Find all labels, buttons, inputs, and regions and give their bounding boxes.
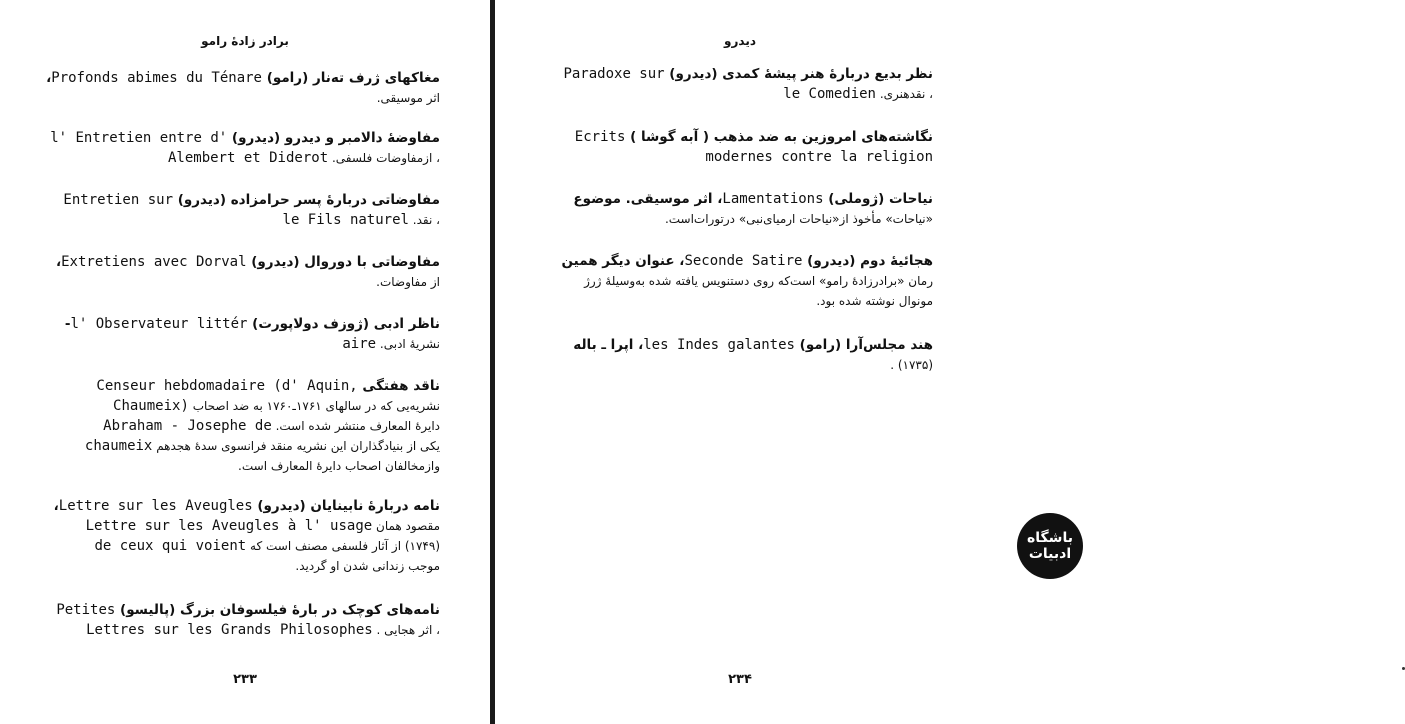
glossary-entry xyxy=(52,600,440,640)
latin-title: Alembert et Diderot xyxy=(167,150,329,166)
page-number: ۲۳۳ xyxy=(233,672,257,687)
trailing-text: - xyxy=(64,316,71,332)
glossary-entry xyxy=(52,128,440,168)
persian-text: ، نقدهنری. xyxy=(879,87,933,101)
entry-description-line xyxy=(553,209,933,229)
entry-title-line xyxy=(52,600,440,620)
entry-description-line xyxy=(52,536,440,556)
trailing-text: ، عنوان دیگر همین xyxy=(561,253,685,269)
latin-title: le Comedien xyxy=(783,86,876,102)
persian-text: هند مجلس‌آرا (رامو) xyxy=(799,337,933,353)
persian-text: نامه‌های کوچک در بارۀ فیلسوفان بزرگ (پالیسو) xyxy=(120,602,440,618)
glossary-entry xyxy=(553,251,933,311)
entry-description-line xyxy=(52,272,440,292)
latin-title: les Indes galantes xyxy=(643,337,795,353)
persian-text: از مفاوضات. xyxy=(376,275,440,289)
entry-description-line xyxy=(553,355,933,375)
entry-description-line xyxy=(553,84,933,104)
latin-title: de ceux qui voient xyxy=(94,538,247,554)
persian-text: اثر موسیقی. xyxy=(376,91,440,105)
persian-text: مقصود همان xyxy=(376,519,440,533)
persian-text: رمان «برادرزادۀ رامو» است‌که روی دستنویس یافته شده به‌وسیلۀ ژرژ xyxy=(584,274,933,288)
glossary-entry xyxy=(553,189,933,229)
entry-title-line xyxy=(52,252,440,272)
latin-title: Lettre sur les Aveugles xyxy=(58,498,253,514)
persian-text: نشریه‌یی که در سالهای ۱۷۶۱ـ۱۷۶۰ به ضد اصحاب xyxy=(192,399,440,413)
entry-title-line xyxy=(52,314,440,334)
persian-text: ، ازمفاوضات فلسفی. xyxy=(331,151,440,165)
persian-text: ، نقد. xyxy=(412,213,440,227)
latin-title: Chaumeix) xyxy=(113,398,189,414)
persian-text: ، اثر هجایی . xyxy=(376,623,440,637)
entry-title-line xyxy=(553,335,933,355)
persian-text: ناظر ادبی (ژوزف دولاپورت) xyxy=(252,316,440,332)
latin-title: l' Observateur littér xyxy=(70,316,248,332)
persian-text: مونوال نوشته شده بود. xyxy=(816,294,933,308)
persian-text: نیاحات (ژوملی) xyxy=(828,191,933,207)
glossary-entry xyxy=(553,127,933,167)
latin-title: Lettres sur les Grands Philosophes xyxy=(86,622,373,638)
entry-description-line xyxy=(52,88,440,108)
trailing-text: ، xyxy=(53,498,59,514)
entry-description-line xyxy=(52,148,440,168)
left-page xyxy=(0,0,490,724)
persian-text: ناقد هفتگی xyxy=(362,378,440,394)
persian-text: هجائیۀ دوم (دیدرو) xyxy=(807,253,933,269)
latin-title: Profonds abimes du Ténare xyxy=(51,70,262,86)
persian-text: نشریۀ ادبی. xyxy=(379,337,440,351)
persian-text: نگاشته‌های امروزین به ضد مذهب ( آبه گوشا ) xyxy=(630,129,933,145)
entry-title-line xyxy=(553,64,933,84)
latin-title: l' Entretien entre d' xyxy=(50,130,228,146)
entry-description-line xyxy=(52,210,440,230)
logo-seal: باشگاه ادبیات xyxy=(1017,513,1083,579)
entry-title-line xyxy=(52,190,440,210)
glossary-entry xyxy=(52,496,440,576)
persian-text: مغاکهای ژرف ته‌نار (رامو) xyxy=(266,70,440,86)
entry-title-line xyxy=(52,128,440,148)
latin-title: le Fils naturel xyxy=(282,212,409,228)
latin-title: Seconde Satire xyxy=(684,253,803,269)
entry-description-line xyxy=(52,456,440,476)
latin-title: Petites xyxy=(56,602,116,618)
running-header: دیدرو xyxy=(724,34,756,48)
trailing-text: ، xyxy=(55,254,62,270)
glossary-entry xyxy=(52,314,440,354)
persian-text: مفاوضاتی با دوروال (دیدرو) xyxy=(251,254,440,270)
latin-title: Abraham - Josephe de xyxy=(103,418,272,434)
latin-title: Entretien sur xyxy=(63,192,173,208)
entry-title-line xyxy=(46,68,440,88)
glossary-entry xyxy=(46,68,440,108)
persian-text: (۱۷۳۵) . xyxy=(890,358,933,372)
entry-description-line xyxy=(553,147,933,167)
latin-title: chaumeix xyxy=(84,438,153,454)
latin-title: Censeur hebdomadaire (d' Aquin, xyxy=(96,378,358,394)
trailing-text: ، xyxy=(46,70,52,86)
persian-text: مفاوضاتی دربارۀ پسر حرامزاده (دیدرو) xyxy=(177,192,440,208)
entry-description-line xyxy=(52,620,440,640)
entry-description-line xyxy=(52,396,440,416)
page-number: ۲۳۴ xyxy=(728,672,752,687)
latin-title: Paradoxe sur xyxy=(563,66,665,82)
latin-title: Lettre sur les Aveugles à l' usage xyxy=(85,518,373,534)
latin-title: modernes contre la religion xyxy=(705,149,933,165)
latin-title: Ecrits xyxy=(574,129,626,145)
persian-text: «نیاحات» مأخوذ از«نیاحات ارمیای‌نبی» درتورات‌است. xyxy=(664,212,933,226)
entry-title-line xyxy=(52,376,440,396)
persian-text: موجب زندانی شدن او گردید. xyxy=(295,559,440,573)
entry-description-line xyxy=(52,556,440,576)
right-page xyxy=(495,0,1073,724)
entry-description-line xyxy=(52,436,440,456)
persian-text: وازمخالفان اصحاب دایرۀ المعارف است. xyxy=(238,459,440,473)
persian-text: مفاوضۀ دالامبر و دیدرو (دیدرو) xyxy=(231,130,440,146)
glossary-entry xyxy=(52,190,440,230)
glossary-entry xyxy=(52,252,440,292)
running-header: برادر زادۀ رامو xyxy=(201,34,289,48)
entry-description-line xyxy=(553,291,933,311)
persian-text: نظر بدیع دربارۀ هنر پیشۀ کمدی (دیدرو) xyxy=(669,66,933,82)
entry-description-line xyxy=(52,416,440,436)
persian-text: نامه دربارۀ نابینایان (دیدرو) xyxy=(257,498,440,514)
entry-description-line xyxy=(52,334,440,354)
persian-text: دایرۀ المعارف منتشر شده است. xyxy=(275,419,440,433)
entry-title-line xyxy=(52,496,440,516)
persian-text: (۱۷۴۹) از آثار فلسفی مصنف است که xyxy=(250,539,440,553)
latin-title: Extretiens avec Dorval xyxy=(61,254,247,270)
entry-description-line xyxy=(553,271,933,291)
glossary-entry xyxy=(52,376,440,476)
trailing-text: ، اثر موسیقی. موضوع xyxy=(573,191,723,207)
entry-description-line xyxy=(52,516,440,536)
latin-title: aire xyxy=(342,336,377,352)
glossary-entry xyxy=(553,64,933,104)
persian-text: یکی از بنیادگذاران این نشریه منقد فرانسوی سدۀ هجدهم xyxy=(156,439,440,453)
entry-title-line xyxy=(553,189,933,209)
entry-title-line xyxy=(553,127,933,147)
glossary-entry xyxy=(553,335,933,375)
trailing-text: ، اپرا ـ باله xyxy=(573,337,644,353)
entry-title-line xyxy=(553,251,933,271)
latin-title: Lamentations xyxy=(722,191,824,207)
